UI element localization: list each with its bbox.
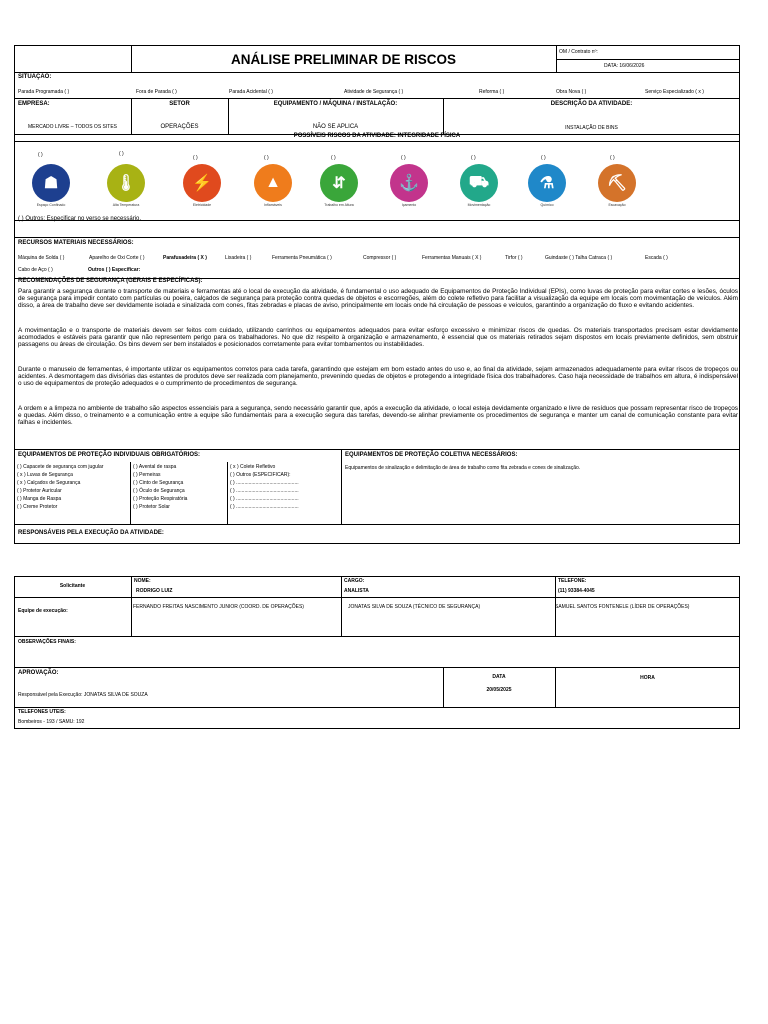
excavation-icon: ⛏ (598, 164, 636, 202)
responsaveis-title: RESPONSÁVEIS PELA EXECUÇÃO DA ATIVIDADE: (18, 530, 164, 536)
recurso-item[interactable]: Escada ( ) (645, 255, 668, 261)
setor-label: SETOR (169, 101, 190, 107)
recomendacao-paragraph: Durante o manuseio de ferramentas, é importante utilizar os equipamentos corretos para cada tarefa, garantindo que estejam em bom estado antes do uso e, ao final da atividade, sejam armazenados adequadamente para evitar riscos de tropeços ou acidentes. A desmontagem das divisórias das estantes de produtos deve ser realizada com planejamento, prevenindo quedas de objetos e protegendo a integridade física dos trabalhadores. Caso haja necessidade de trabalhos em altura, é indispensável o uso de equipamentos de proteção adequados e o cumprimento de procedimentos de segurança. (18, 366, 738, 388)
aprovacao-label: APROVAÇÃO: (18, 670, 59, 676)
header-date: DATA: 16/06/2026 (604, 63, 645, 69)
recurso-item[interactable]: Aparelho de Oxi Corte ( ) (89, 255, 145, 261)
epi-col1 (17, 464, 103, 512)
risk-icon-caption: Químico (540, 203, 554, 207)
telefones-label: TELEFONES UTEIS: (18, 709, 66, 715)
risk-checkbox[interactable]: ( ) (193, 155, 198, 161)
data-label: DATA (492, 674, 506, 680)
epi-item[interactable]: ( ) Protetor Solar (133, 504, 170, 510)
outros-recurso-item[interactable]: Outros ( ) Especificar: (88, 267, 141, 273)
epc-title: EQUIPAMENTOS DE PROTEÇÃO COLETIVA NECESSÁRIOS: (345, 452, 518, 458)
lifting-hook-icon: ⚓ (390, 164, 428, 202)
riscos-title: POSSÍVEIS RISCOS DA ATIVIDADE: INTEGRIDADE FÍSICA (293, 133, 461, 139)
responsavel-execucao: Responsável pela Execução: JONATAS SILVA DE SOUZA (18, 692, 148, 698)
confined-space-icon: ☗ (32, 164, 70, 202)
risk-icon-caption: Trabalho em Altura (324, 203, 354, 207)
thermometer-icon: 🌡 (107, 164, 145, 202)
situacao-item[interactable]: Atividade de Segurança ( ) (344, 89, 404, 95)
epi-item[interactable]: ( x ) Luvas de Segurança (17, 472, 73, 478)
epi-item[interactable]: ( ) Proteção Respiratória (133, 496, 188, 502)
epi-item[interactable]: ( ) Perneiras (133, 472, 161, 478)
observacoes-label: OBSERVAÇÕES FINAIS: (18, 639, 76, 645)
epi-item[interactable]: ( ) ............................................. (230, 504, 299, 510)
om-contrato-label: OM / Contrato nº: (559, 49, 598, 55)
risk-checkbox[interactable]: ( ) (264, 155, 269, 161)
solicitante-label: Solicitante (59, 583, 86, 589)
telefone-label: TELEFONE: (558, 578, 587, 584)
risk-icon-caption: Inflamáveis (264, 203, 282, 207)
telefones-value: Bombeiros - 193 / SAMU: 192 (18, 719, 85, 725)
equipe-member: FERNANDO FREITAS NASCIMENTO JUNIOR (COORD. DE OPERAÇÕES) (133, 604, 304, 610)
recomendacoes-title: RECOMENDAÇÕES DE SEGURANÇA (GERAIS E ESPECÍFICAS): (18, 278, 203, 284)
epi-item[interactable]: ( x ) Calçados de Segurança (17, 480, 81, 486)
epi-item[interactable]: ( ) Protetor Auricular (17, 488, 62, 494)
recurso-item[interactable]: Ferramentas Manuais ( X ) (422, 255, 482, 261)
equipe-member: SAMUEL SANTOS FONTENELE (LÍDER DE OPERAÇÕES) (555, 604, 690, 610)
epc-text: Equipamentos de sinalização e delimitação de área de trabalho como fita zebrada e cones de sinalização. (345, 465, 581, 471)
risk-icon-caption: Escavação (608, 203, 626, 207)
electric-hazard-icon: ⚡ (183, 164, 221, 202)
situacao-item[interactable]: Reforma ( ) (479, 89, 505, 95)
epi-item[interactable]: ( ) Cinto de Segurança (133, 480, 184, 486)
fire-hazard-icon: ▲ (254, 164, 292, 202)
chemical-icon: ⚗ (528, 164, 566, 202)
epi-item[interactable]: ( ) Óculo de Segurança (133, 488, 185, 494)
risk-icon-caption: Movimentação (467, 203, 491, 207)
situacao-label: SITUAÇÃO: (18, 74, 52, 80)
epi-item[interactable]: ( ) Capacete de segurança com jugular (17, 464, 104, 470)
recurso-item[interactable]: Lixadeira ( ) (225, 255, 252, 261)
epi-item[interactable]: ( ) ............................................. (230, 488, 299, 494)
descricao-value: INSTALAÇÃO DE BINS (565, 125, 618, 131)
risk-icon-caption: Alta Temperatura (112, 203, 140, 207)
epi-item[interactable]: ( ) Creme Protetor (17, 504, 58, 510)
equipe-label: Equipe de execução: (18, 608, 68, 614)
recurso-item[interactable]: Cabo de Aço ( ) (18, 267, 53, 273)
equipamento-label: EQUIPAMENTO / MÁQUINA / INSTALAÇÃO: (273, 101, 398, 107)
recurso-item[interactable]: Guindaste ( ) Talha Catraca ( ) (545, 255, 613, 261)
situacao-item[interactable]: Parada Programada ( ) (18, 89, 70, 95)
risk-icon-caption: Eletricidade (192, 203, 212, 207)
risk-checkbox[interactable]: ( ) (119, 151, 124, 157)
cargo-label: CARGO: (344, 578, 365, 584)
recurso-item[interactable]: Compressor ( ) (363, 255, 397, 261)
risk-checkbox[interactable]: ( ) (38, 152, 43, 158)
situacao-item[interactable]: Serviço Especializado ( x ) (645, 89, 704, 95)
risk-icon-caption: Espaço Confinado (36, 203, 66, 207)
recomendacao-paragraph: A ordem e a limpeza no ambiente de trabalho são aspectos essenciais para a segurança, sendo necessário garantir que, após a execução da atividade, o local esteja devidamente organizado e livre de resíduos que possam representar risco de tropeços e quedas. Além disso, o treinamento e a comunicação entre a equipe são fundamentais para a execução segura das tarefas, devendo-se alinhar previamente os procedimentos de segurança e manter um canal de comunicação constante para evitar falhas e incidentes. (18, 405, 738, 427)
epi-col2 (133, 464, 187, 512)
empresa-label: EMPRESA: (18, 101, 50, 107)
risk-checkbox[interactable]: ( ) (471, 155, 476, 161)
telefone-value: (11) 93384-4045 (558, 588, 595, 594)
recursos-label: RECURSOS MATERIAIS NECESSÁRIOS: (18, 240, 134, 246)
risk-checkbox[interactable]: ( ) (331, 155, 336, 161)
cargo-value: ANALISTA (344, 588, 369, 594)
epi-item[interactable]: ( ) ............................................. (230, 496, 299, 502)
empresa-value: MERCADO LIVRE – TODOS OS SITES (27, 124, 117, 130)
epi-item[interactable]: ( ) Avental de raspa (133, 464, 177, 470)
equipamento-value: NÃO SE APLICA (312, 124, 359, 130)
recomendacao-paragraph: Para garantir a segurança durante o transporte de materiais e ferramentas até o local de execução da atividade, é fundamental o uso adequado de Equipamentos de Proteção Individual (EPIs), como luvas de proteção para evitar cortes e lesões, óculos de segurança para impedir contato com partículas ou poeira, calçados de segurança para proteção contra quedas de objetos e escorregões, além do colete refletivo para facilitar a visualização da equipe em locais com movimentação de veículos. Além disso, a área de trabalho deve ser devidamente isolada e sinalizada com cones, fitas zebradas e placas de aviso, principalmente em locais onde há circulação de pessoas e veículos, garantindo a organização do fluxo e evitando acidentes. (18, 288, 738, 310)
recurso-item[interactable]: Parafusadeira ( X ) (163, 255, 207, 261)
recomendacao-paragraph: A movimentação e o transporte de materiais devem ser feitos com cuidado, utilizando carrinhos ou equipamentos adequados para evitar esforço excessivo e minimizar riscos de quedas. Os materiais transportados precisam estar devidamente acomodados e estáveis para garantir que não representem perigo para os trabalhadores. No que diz respeito à organização e armazenamento, é essencial que os materiais retirados sejam dispostos em locais previamente definidos, sem obstruir passagens ou áreas de circulação. Os bins devem ser bem instalados e posicionados corretamente para evitar tombamentos ou instabilidades. (18, 327, 738, 349)
epi-item[interactable]: ( ) ............................................. (230, 480, 299, 486)
descricao-label: DESCRIÇÃO DA ATIVIDADE: (550, 101, 633, 107)
setor-value: OPERAÇÕES (160, 124, 199, 130)
hora-label: HORA (640, 675, 655, 681)
data-value: 20/05/2025 (486, 687, 512, 693)
nome-value: RODRIGO LUIZ (136, 588, 173, 594)
situacao-item[interactable]: Obra Nova ( ) (556, 89, 587, 95)
epi-item[interactable]: ( ) Manga de Raspa (17, 496, 62, 502)
risk-checkbox[interactable]: ( ) (401, 155, 406, 161)
risk-checkbox[interactable]: ( ) (541, 155, 546, 161)
page-title: ANÁLISE PRELIMINAR DE RISCOS (230, 52, 457, 67)
outros-riscos-text: ( ) Outros: Especificar no verso se necessário. (18, 216, 142, 222)
risk-checkbox[interactable]: ( ) (610, 155, 615, 161)
recurso-item[interactable]: Ferramenta Pneumática ( ) (272, 255, 332, 261)
forklift-icon: ⛟ (460, 164, 498, 202)
epi-col3 (230, 464, 299, 512)
situacao-item[interactable]: Fora de Parada ( ) (136, 89, 177, 95)
recurso-item[interactable]: Tirfor ( ) (505, 255, 523, 261)
nome-label: NOME: (134, 578, 151, 584)
risk-icon-caption: Içamento (401, 203, 417, 207)
situacao-item[interactable]: Parada Acidental ( ) (229, 89, 273, 95)
epi-title: EQUIPAMENTOS DE PROTEÇÃO INDIVIDUAIS OBRIGATÓRIOS: (18, 452, 201, 458)
work-at-height-icon: ⇵ (320, 164, 358, 202)
epi-item[interactable]: ( x ) Colete Refletivo (230, 464, 276, 470)
equipe-member: JONATAS SILVA DE SOUZA (TÉCNICO DE SEGURANÇA) (348, 604, 481, 610)
recurso-item[interactable]: Máquina de Solda ( ) (18, 255, 65, 261)
epi-item[interactable]: ( ) Outros (ESPECIFICAR): (230, 472, 291, 478)
